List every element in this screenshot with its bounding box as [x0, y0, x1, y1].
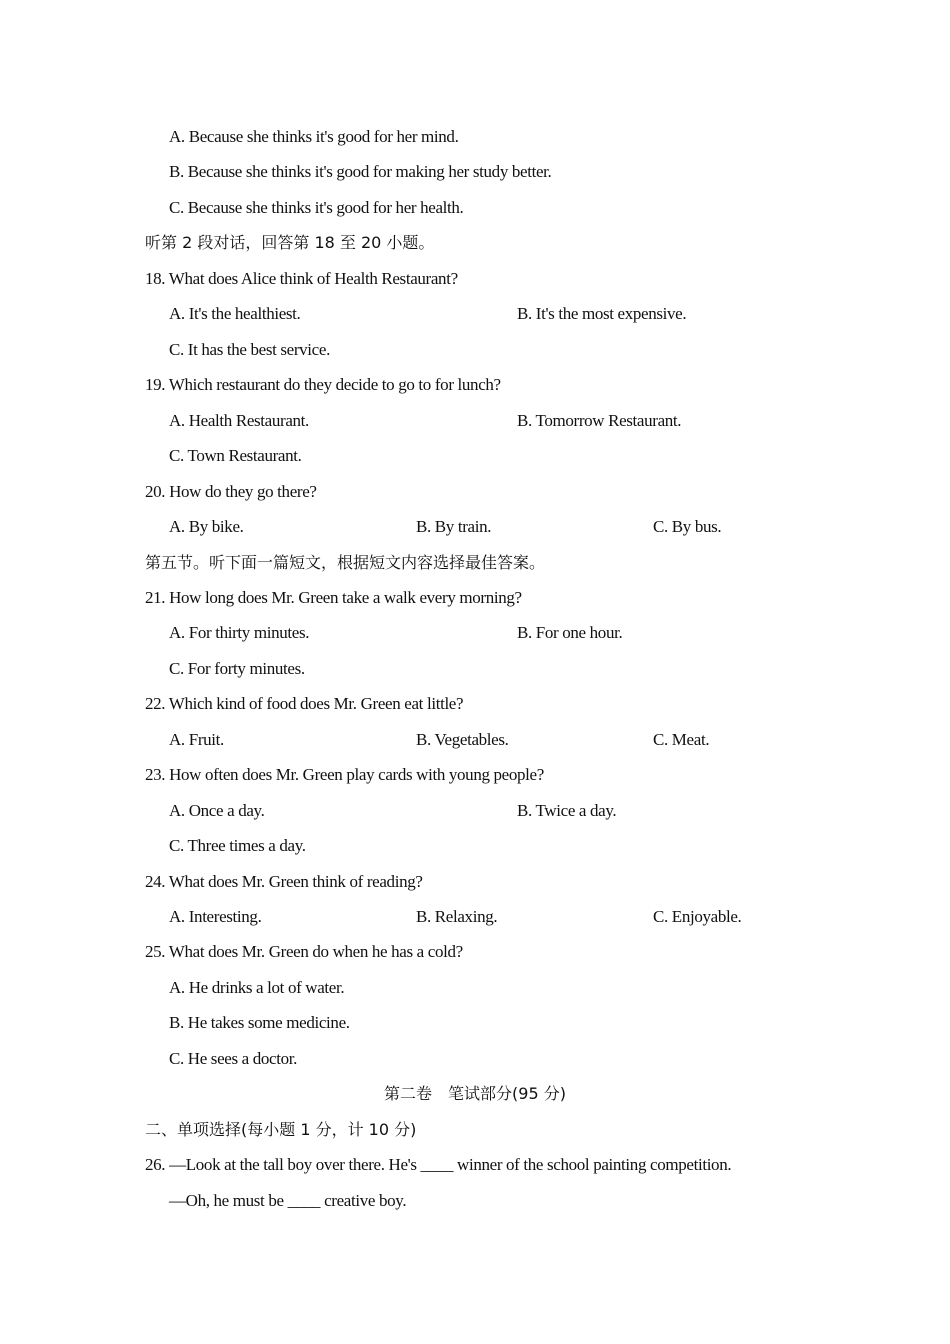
- section-heading-dialogue-2: 听第 2 段对话，回答第 18 至 20 小题。: [145, 233, 435, 252]
- q17-option-a: A. Because she thinks it's good for her mind.: [169, 127, 459, 146]
- q17-option-c: C. Because she thinks it's good for her health.: [169, 198, 464, 217]
- question-stem: 23. How often does Mr. Green play cards with young people?: [145, 765, 544, 784]
- option-a: A. He drinks a lot of water.: [169, 978, 345, 997]
- q17-option-b: B. Because she thinks it's good for making her study better.: [169, 162, 552, 181]
- question-stem: 24. What does Mr. Green think of reading?: [145, 872, 423, 891]
- question-26-line-2: —Oh, he must be ____ creative boy.: [169, 1191, 407, 1210]
- option-b: B. He takes some medicine.: [169, 1013, 350, 1032]
- option-a: A. Fruit.: [169, 730, 224, 749]
- option-b: B. It's the most expensive.: [517, 304, 687, 323]
- question-stem: 19. Which restaurant do they decide to go to for lunch?: [145, 375, 501, 394]
- option-a: A. By bike.: [169, 517, 244, 536]
- part-2-title: 第二卷 笔试部分(95 分): [384, 1084, 566, 1103]
- option-c: C. Enjoyable.: [653, 907, 742, 926]
- option-b: B. Relaxing.: [416, 907, 498, 926]
- question-stem: 25. What does Mr. Green do when he has a cold?: [145, 942, 463, 961]
- option-a: A. For thirty minutes.: [169, 623, 310, 642]
- option-a: A. Health Restaurant.: [169, 411, 309, 430]
- option-b: B. By train.: [416, 517, 492, 536]
- option-c: C. Town Restaurant.: [169, 446, 302, 465]
- option-b: B. Tomorrow Restaurant.: [517, 411, 682, 430]
- option-c: C. Meat.: [653, 730, 710, 749]
- question-stem: 21. How long does Mr. Green take a walk every morning?: [145, 588, 522, 607]
- question-stem: 22. Which kind of food does Mr. Green eat little?: [145, 694, 464, 713]
- option-c: C. By bus.: [653, 517, 722, 536]
- option-b: B. For one hour.: [517, 623, 623, 642]
- option-c: C. It has the best service.: [169, 340, 330, 359]
- question-stem: 20. How do they go there?: [145, 482, 317, 501]
- option-c: C. For forty minutes.: [169, 659, 305, 678]
- option-b: B. Twice a day.: [517, 801, 617, 820]
- question-26-line-1: 26. —Look at the tall boy over there. He's ____ winner of the school painting competition.: [145, 1155, 732, 1174]
- section-heading-part-5: 第五节。听下面一篇短文，根据短文内容选择最佳答案。: [145, 553, 546, 572]
- option-b: B. Vegetables.: [416, 730, 509, 749]
- question-stem: 18. What does Alice think of Health Restaurant?: [145, 269, 458, 288]
- option-a: A. Interesting.: [169, 907, 262, 926]
- section-heading-single-choice: 二、单项选择(每小题 1 分，计 10 分): [145, 1120, 417, 1139]
- option-a: A. Once a day.: [169, 801, 265, 820]
- option-c: C. Three times a day.: [169, 836, 306, 855]
- option-a: A. It's the healthiest.: [169, 304, 301, 323]
- option-c: C. He sees a doctor.: [169, 1049, 298, 1068]
